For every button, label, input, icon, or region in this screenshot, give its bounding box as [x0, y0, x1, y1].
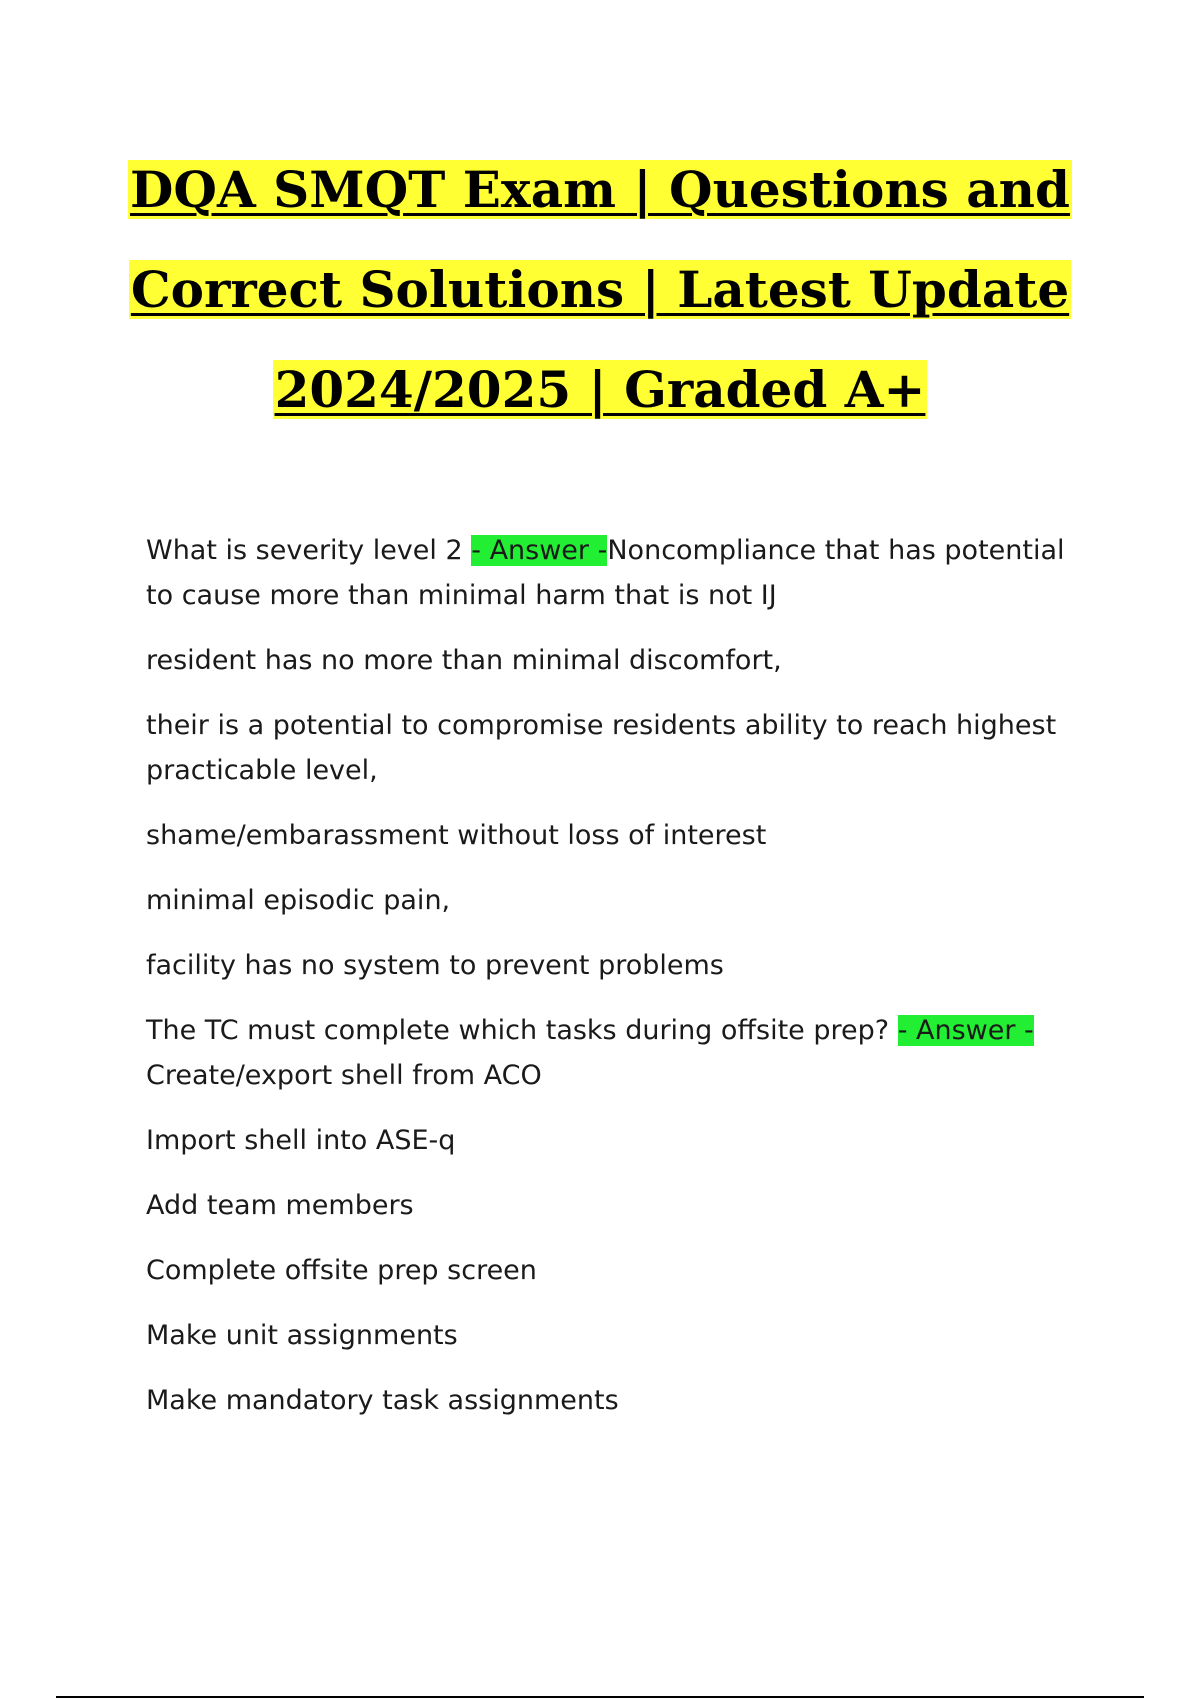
answer-1-text: Noncompliance that has potential to cause more than minimal harm that is not IJ	[146, 535, 1065, 611]
question-2	[146, 1008, 1086, 1098]
title-line-3: 2024/2025 | Graded A+	[274, 360, 926, 419]
answer-2-detail: Make unit assignments	[146, 1320, 458, 1351]
page-bottom-divider	[56, 1696, 1144, 1698]
document-body	[146, 528, 1086, 1443]
question-1	[146, 528, 1086, 618]
answer-1-detail: facility has no system to prevent problems	[146, 950, 724, 981]
answer-tag: - Answer -	[471, 535, 608, 566]
answer-2-detail: Import shell into ASE-q	[146, 1125, 456, 1156]
answer-1-detail: shame/embarassment without loss of interest	[146, 820, 767, 851]
answer-1-detail: minimal episodic pain,	[146, 885, 451, 916]
title-line-1: DQA SMQT Exam | Questions and	[130, 160, 1070, 219]
answer-2-text: Create/export shell from ACO	[146, 1060, 542, 1091]
question-2-text: The TC must complete which tasks during offsite prep?	[146, 1015, 898, 1046]
answer-2-detail: Make mandatory task assignments	[146, 1385, 619, 1416]
answer-2-detail: Complete offsite prep screen	[146, 1255, 537, 1286]
answer-1-detail: their is a potential to compromise residents ability to reach highest practicable level,	[146, 710, 1057, 786]
answer-2-detail: Add team members	[146, 1190, 414, 1221]
question-1-text: What is severity level 2	[146, 535, 472, 566]
answer-tag: - Answer -	[897, 1015, 1034, 1046]
document-title	[0, 140, 1200, 440]
answer-1-detail: resident has no more than minimal discomfort,	[146, 645, 782, 676]
title-line-2: Correct Solutions | Latest Update	[130, 260, 1070, 319]
